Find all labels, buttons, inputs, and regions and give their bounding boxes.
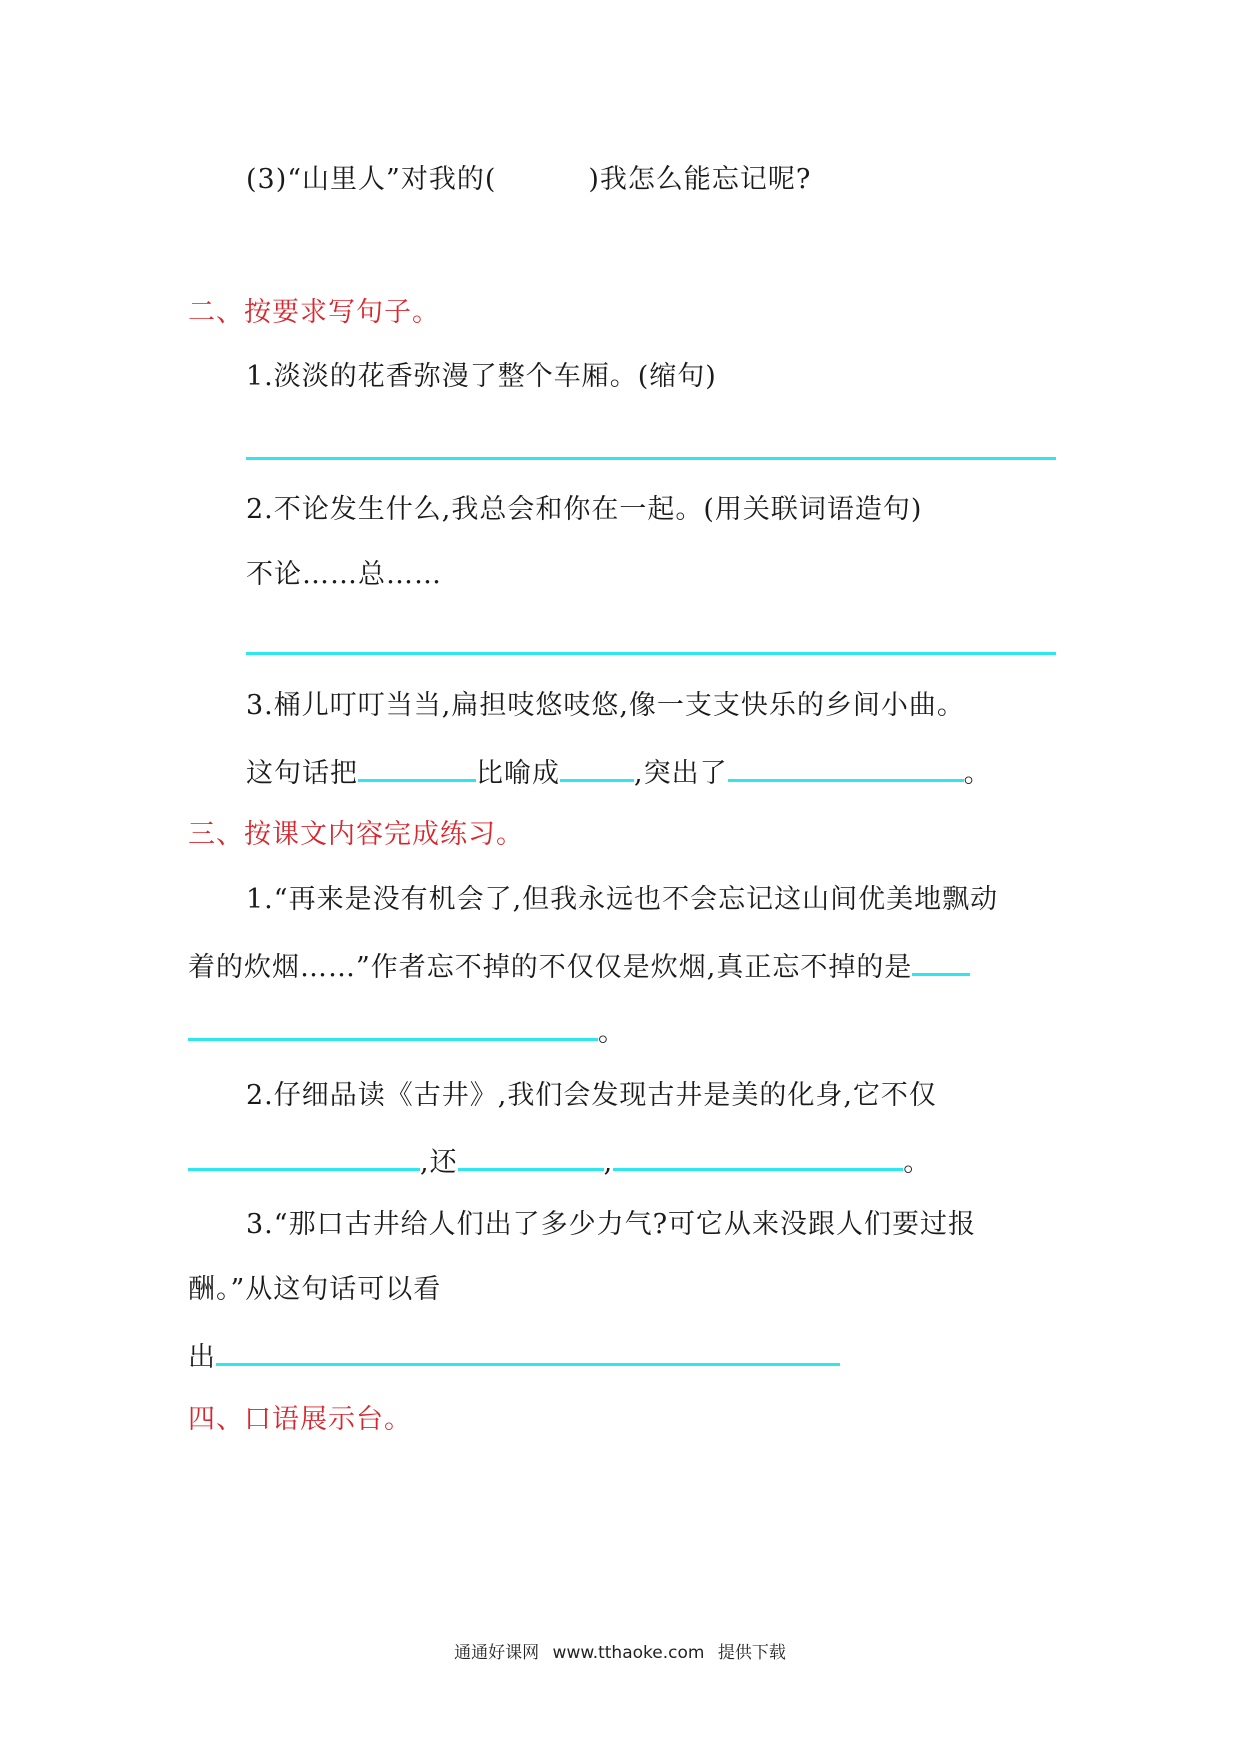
section-2-question-3-fill — [246, 751, 992, 794]
fill-text-3-2-1: ,还 — [420, 1147, 458, 1178]
answer-line-2-1[interactable] — [246, 457, 1056, 460]
blank-2-3-b[interactable] — [560, 751, 634, 782]
section-3-question-3-line-1: 3.“那口古井给人们出了多少力气?可它从来没跟人们要过报 — [246, 1209, 977, 1240]
question-1-3 — [246, 160, 811, 200]
fill-text-3-2-2: , — [603, 1147, 614, 1178]
fill-text-2: 比喻成 — [476, 758, 560, 789]
fill-text-3: ,突出了 — [634, 758, 728, 789]
section-2-question-2-pattern: 不论……总…… — [246, 559, 442, 590]
blank-3-2-a[interactable] — [188, 1140, 420, 1171]
blank-3-2-b[interactable] — [458, 1140, 604, 1171]
blank-3-2-c[interactable] — [613, 1140, 903, 1171]
section-3-question-1-line-2 — [188, 945, 970, 988]
section-3-question-1-line-1: 1.“再来是没有机会了,但我永远也不会忘记这山间优美地飘动 — [246, 884, 999, 915]
page-footer — [0, 1638, 1240, 1663]
answer-line-2-2[interactable] — [246, 652, 1056, 655]
section-2-question-2: 2.不论发生什么,我总会和你在一起。(用关联词语造句) — [246, 494, 923, 525]
fill-text-1: 这句话把 — [246, 758, 358, 789]
section-3-question-3-start: 出 — [188, 1342, 216, 1373]
question-1-3-prefix: (3)“山里人”对我的( — [246, 164, 497, 195]
section-3-question-1-end: 。 — [598, 1017, 626, 1048]
question-1-3-suffix: )我怎么能忘记呢? — [588, 164, 812, 195]
blank-2-3-a[interactable] — [358, 751, 476, 782]
section-3-question-2-line-1: 2.仔细品读《古井》,我们会发现古井是美的化身,它不仅 — [246, 1080, 937, 1111]
section-2-question-3: 3.桶儿叮叮当当,扁担吱悠吱悠,像一支支快乐的乡间小曲。 — [246, 690, 965, 721]
footer-site-name: 通通好课网 — [454, 1643, 540, 1663]
section-3-question-3-line-2: 酬。”从这句话可以看 — [188, 1274, 442, 1305]
section-2-heading: 二、按要求写句子。 — [188, 297, 440, 328]
section-3-heading: 三、按课文内容完成练习。 — [188, 819, 524, 850]
footer-url[interactable]: www.tthaoke.com — [552, 1643, 705, 1663]
section-3-question-1-text: 着的炊烟……”作者忘不掉的不仅仅是炊烟,真正忘不掉的是 — [188, 952, 913, 983]
section-3-question-3-line-3 — [188, 1335, 840, 1378]
blank-2-3-c[interactable] — [728, 751, 964, 782]
section-3-question-1-line-3 — [188, 1010, 626, 1053]
blank-3-3[interactable] — [216, 1335, 840, 1366]
section-4-heading: 四、口语展示台。 — [188, 1404, 412, 1435]
blank-3-1-a[interactable] — [912, 945, 970, 976]
section-2-question-1: 1.淡淡的花香弥漫了整个车厢。(缩句) — [246, 361, 717, 392]
fill-text-4: 。 — [963, 758, 992, 789]
section-3-question-2-line-2 — [188, 1140, 931, 1183]
footer-note: 提供下载 — [717, 1643, 786, 1663]
fill-text-3-2-3: 。 — [903, 1147, 932, 1178]
blank-3-1-b[interactable] — [188, 1010, 598, 1041]
